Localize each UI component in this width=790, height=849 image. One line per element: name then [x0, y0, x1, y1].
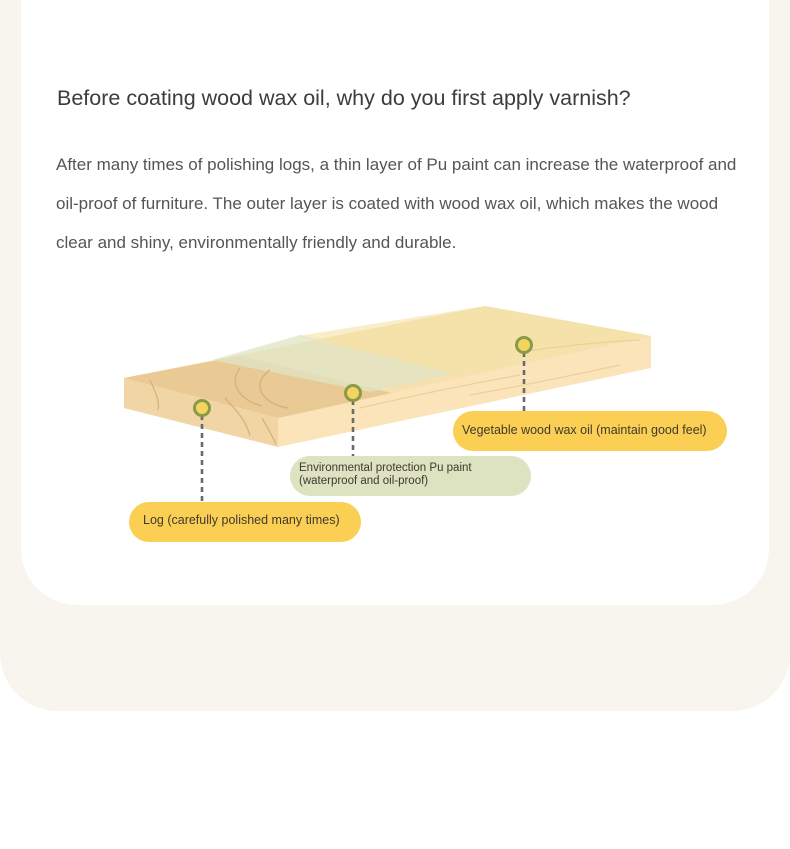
wax-oil-callout: Vegetable wood wax oil (maintain good feel): [453, 411, 727, 451]
log-marker: [195, 401, 210, 416]
section-heading: Before coating wood wax oil, why do you first apply varnish?: [57, 86, 631, 110]
wax-oil-marker: [517, 338, 532, 353]
pu-paint-callout: Environmental protection Pu paint (waterproof and oil-proof): [290, 456, 531, 496]
pu-paint-marker: [346, 386, 361, 401]
section-description: After many times of polishing logs, a thin layer of Pu paint can increase the waterproof and oil-proof of furniture. The outer layer is coated with wood wax oil, which makes the wood clear and shiny, environmentally friendly and durable.: [56, 155, 737, 252]
log-callout: Log (carefully polished many times): [129, 502, 361, 542]
